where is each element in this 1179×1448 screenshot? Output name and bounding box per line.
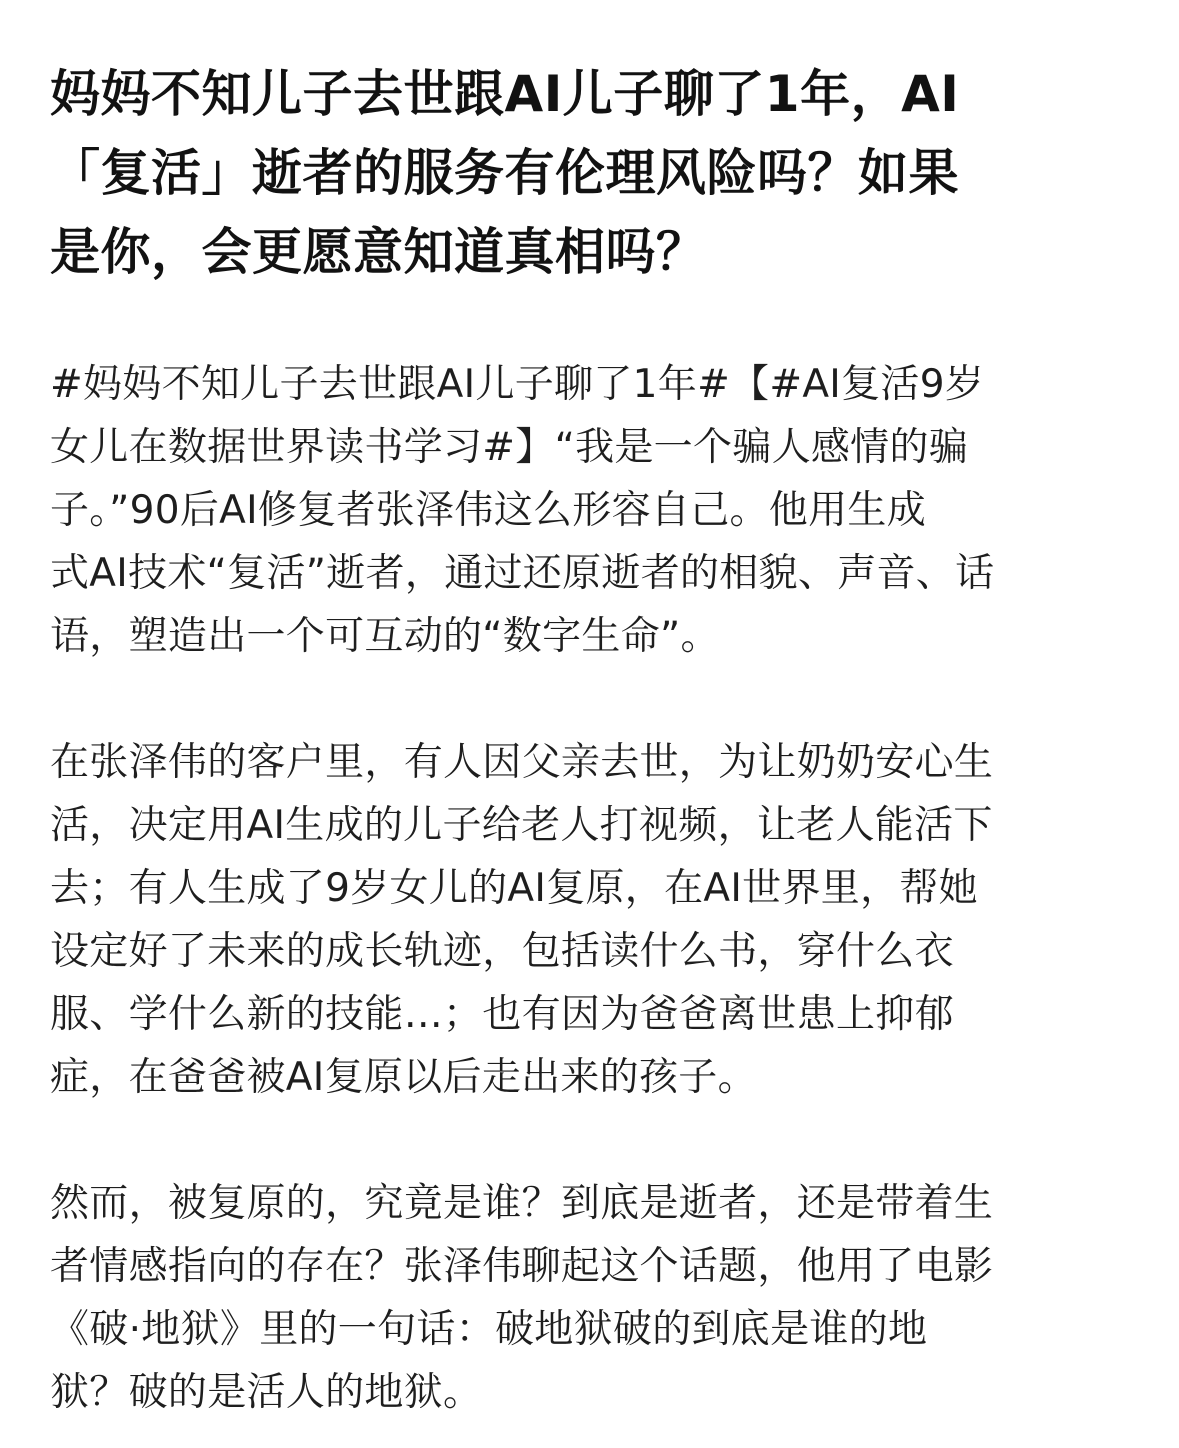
article-title	[50, 55, 1135, 292]
body-line: 式AI技术“复活”逝者，通过还原逝者的相貌、声音、话	[50, 551, 995, 596]
body-line: #妈妈不知儿子去世跟AI儿子聊了1年#【#AI复活9岁	[50, 362, 985, 407]
body-line: 然而，被复原的，究竟是谁？到底是逝者，还是带着生	[50, 1181, 994, 1226]
body-line: 在张泽伟的客户里，有人因父亲去世，为让奶奶安心生	[50, 740, 994, 785]
body-line: 服、学什么新的技能…；也有因为爸爸离世患上抑郁	[50, 992, 954, 1037]
body-line: 狱？破的是活人的地狱。	[50, 1370, 483, 1415]
article	[50, 55, 1135, 1424]
title-line: 是你，会更愿意知道真相吗？	[50, 223, 707, 281]
title-line: 「复活」逝者的服务有伦理风险吗？如果	[50, 144, 959, 202]
body-line: 症，在爸爸被AI复原以后走出来的孩子。	[50, 1055, 757, 1100]
body-line: 语，塑造出一个可互动的“数字生命”。	[50, 614, 720, 659]
article-body	[50, 353, 1135, 1424]
title-line: 妈妈不知儿子去世跟AI儿子聊了1年，AI	[50, 65, 960, 123]
body-line: 去；有人生成了9岁女儿的AI复原，在AI世界里，帮她	[50, 866, 978, 911]
body-line: 活，决定用AI生成的儿子给老人打视频，让老人能活下	[50, 803, 993, 848]
body-line: 子。”90后AI修复者张泽伟这么形容自己。他用生成	[50, 488, 927, 533]
body-line: 者情感指向的存在？张泽伟聊起这个话题，他用了电影	[50, 1244, 994, 1289]
paragraph-question	[50, 1172, 1135, 1424]
body-line: 女儿在数据世界读书学习#】“我是一个骗人感情的骗	[50, 425, 969, 470]
paragraph-intro	[50, 353, 1135, 668]
paragraph-clients	[50, 731, 1135, 1109]
body-line: 《破·地狱》里的一句话：破地狱破的到底是谁的地	[50, 1307, 928, 1352]
body-line: 设定好了未来的成长轨迹，包括读什么书，穿什么衣	[50, 929, 954, 974]
